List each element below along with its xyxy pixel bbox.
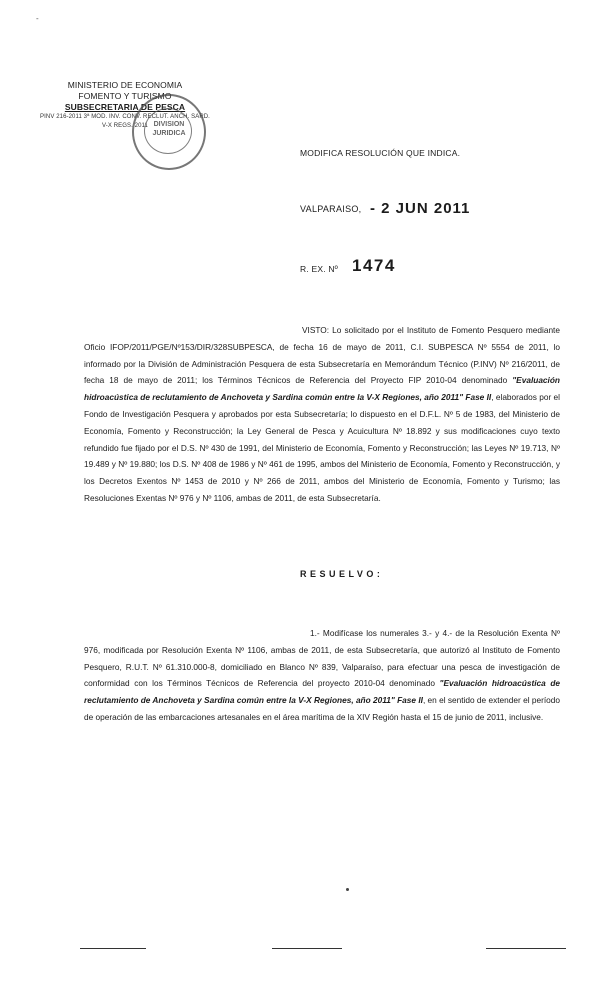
file-reference-line-2: V-X REGS. 2011: [102, 123, 148, 129]
stamp-text-line-2: JURIDICA: [152, 130, 186, 137]
stamp-text-line-1: DIVISION: [153, 121, 185, 128]
signature-line-right: [486, 948, 566, 949]
item-1-paragraph: [84, 625, 560, 726]
item-1-project-title: "Evaluación hidroacústica de reclutamiento de Anchoveta y Sardina común entre la V-X Regiones, año 2011" Fase II: [84, 678, 560, 706]
stray-dot: [346, 888, 349, 891]
resuelvo-heading: RESUELVO:: [300, 569, 384, 579]
ministry-line: MINISTERIO DE ECONOMIA: [67, 80, 183, 90]
reference-subject: MODIFICA RESOLUCIÓN QUE INDICA.: [300, 148, 461, 158]
visto-text-b: , elaborados por el Fondo de Investigación Pesquera y aprobados por esta Subsecretaría; lo dispuesto en el D.F.L. Nº 5 de 1983, del Ministerio de Economía, Fomento y Reconstrucción; la Ley General de Pesca y Acuicultura Nº 18.892 y sus modificaciones cuyo texto refundido fue fijado por el D.S. Nº 430 de 1991, del Ministerio de Economía, Fomento y Reconstrucción; las Leyes Nº 19.713, Nº 19.489 y Nº 19.880; los D.S. Nº 408 de 1986 y Nº 461 de 1995, ambos del Ministerio de Economía, Fomento y Reconstrucción, y los Decretos Exentos Nº 1453 de 2010 y Nº 266 de 2011, ambos del Ministerio de Economía, Fomento y Turismo; las Resoluciones Exentas Nº 976 y Nº 1106, ambas de 2011, de esta Subsecretaría.: [84, 392, 560, 503]
item-1-text-b: , en el sentido de extender el período de operación de las embarcaciones artesanales en el área marítima de la XIV Región hasta el 15 de junio de 2011, inclusive.: [84, 695, 560, 722]
item-1-text-a: Exenta Nº 976, modificada por Resolución Exenta Nº 1106, ambas de 2011, de esta Subsecretaría, que autorizó al Instituto de Fomento Pesquero, R.U.T. Nº 61.310.000-8, domiciliado en Blanco Nº 839, Valparaíso, para efectuar una pesca de investigación de conformidad con los Términos Técnicos de Referencia del proyecto 2010-04 denominado: [84, 628, 560, 689]
ministry-line-2: FOMENTO Y TURISMO: [78, 91, 172, 101]
signature-line-center: [272, 948, 342, 949]
stamp-text: [134, 120, 204, 138]
visto-project-title: "Evaluación hidroacústica de reclutamiento de Anchoveta y Sardina común entre la V-X Regiones, año 2011" Fase II: [84, 375, 560, 403]
subsecretaria-line: SUBSECRETARIA DE PESCA: [64, 102, 186, 112]
place-label: VALPARAISO,: [300, 204, 362, 214]
visto-text-a: mediante Oficio IFOP/2011/PGE/Nº153/DIR/328SUBPESCA, de fecha 16 de mayo de 2011, C.I. SUBPESCA Nº 5554 de 2011, lo informado por la División de Administración Pesquera de esta Subsecretaría en Memorándum Técnico (P.INV) Nº 216/2011, de fecha 18 de mayo de 2011; los Términos Técnicos de Referencia del Proyecto FIP 2010-04 denominado: [84, 325, 560, 386]
signature-line-left: [80, 948, 146, 949]
corner-mark: -: [36, 14, 39, 23]
division-juridica-stamp: [132, 94, 206, 170]
file-reference-line: PINV 216-2011 3ª MOD. INV. CONV. RECLUT. ANCH. SARD.: [40, 114, 210, 120]
visto-lead: VISTO: Lo solicitado por el Instituto de Fomento Pesquero: [302, 325, 523, 335]
date-stamp: - 2 JUN 2011: [370, 200, 471, 217]
visto-paragraph: [84, 322, 560, 507]
rex-label: R. EX. Nº: [300, 264, 338, 274]
item-1-lead: 1.- Modifícase los numerales 3.- y 4.- de la Resolución: [310, 628, 519, 638]
rex-number: 1474: [352, 256, 396, 275]
